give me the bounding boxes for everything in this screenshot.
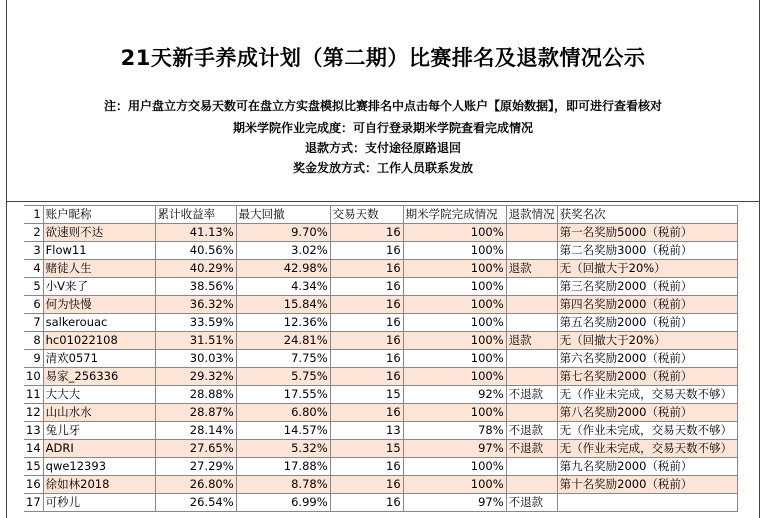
cell-return[interactable]: 41.13% — [155, 224, 236, 242]
cell-nickname[interactable]: 易家_256336 — [43, 368, 155, 386]
row-number: 13 — [24, 422, 43, 440]
note-line-2: 期米学院作业完成度：可自行登录期米学院查看完成情况 — [232, 121, 533, 135]
table-row — [24, 458, 737, 476]
cell-return[interactable]: 27.29% — [155, 458, 236, 476]
cell-days[interactable]: 16 — [330, 368, 403, 386]
cell-refund[interactable]: 不退款 — [506, 494, 557, 512]
row-number: 14 — [24, 440, 43, 458]
cell-nickname[interactable]: 欲速则不达 — [43, 224, 155, 242]
cell-nickname[interactable]: 何为快慢 — [43, 296, 155, 314]
note-line-4: 奖金发放方式：工作人员联系发放 — [292, 161, 473, 175]
cell-award[interactable]: 第二名奖励3000（税前） — [557, 242, 737, 260]
cell-refund[interactable] — [506, 224, 557, 242]
table-row — [24, 440, 737, 458]
cell-award[interactable] — [557, 494, 737, 512]
cell-days[interactable]: 16 — [330, 332, 403, 350]
cell-drawdown[interactable]: 17.55% — [236, 386, 330, 404]
cell-nickname[interactable]: 可秒儿 — [43, 494, 155, 512]
cell-completion[interactable]: 100% — [403, 242, 506, 260]
cell-days[interactable]: 15 — [330, 440, 403, 458]
row-number: 5 — [24, 278, 43, 296]
row-number: 10 — [24, 368, 43, 386]
cell-completion[interactable]: 97% — [403, 494, 506, 512]
table-row — [24, 296, 737, 314]
cell-days[interactable]: 16 — [330, 224, 403, 242]
cell-refund[interactable]: 不退款 — [506, 422, 557, 440]
row-number: 4 — [24, 260, 43, 278]
cell-drawdown[interactable]: 6.80% — [236, 404, 330, 422]
cell-drawdown[interactable]: 8.78% — [236, 476, 330, 494]
cell-nickname[interactable]: salkerouac — [43, 314, 155, 332]
table-row — [24, 368, 737, 386]
cell-nickname[interactable]: 徐如林2018 — [43, 476, 155, 494]
cell-return[interactable]: 40.56% — [155, 242, 236, 260]
cell-return[interactable]: 36.32% — [155, 296, 236, 314]
cell-return[interactable]: 29.32% — [155, 368, 236, 386]
cell-return[interactable]: 31.51% — [155, 332, 236, 350]
row-number: 2 — [24, 224, 43, 242]
row-number: 1 — [24, 206, 43, 224]
header-completion[interactable]: 期米学院完成情况 — [403, 206, 506, 224]
cell-refund[interactable] — [506, 350, 557, 368]
cell-award[interactable]: 无（回撤大于20%） — [557, 260, 737, 278]
row-number: 9 — [24, 350, 43, 368]
cell-completion[interactable]: 78% — [403, 422, 506, 440]
cell-drawdown[interactable]: 14.57% — [236, 422, 330, 440]
cell-return[interactable]: 28.14% — [155, 422, 236, 440]
table-row — [24, 476, 737, 494]
cell-drawdown[interactable]: 9.70% — [236, 224, 330, 242]
cell-nickname[interactable]: 小V来了 — [43, 278, 155, 296]
header-return[interactable]: 累计收益率 — [155, 206, 236, 224]
table-row — [24, 314, 737, 332]
cell-refund[interactable] — [506, 404, 557, 422]
cell-award[interactable]: 第一名奖励5000（税前） — [557, 224, 737, 242]
cell-completion[interactable]: 100% — [403, 332, 506, 350]
cell-completion[interactable]: 100% — [403, 350, 506, 368]
table-header-row — [24, 206, 737, 224]
table-row — [24, 278, 737, 296]
cell-return[interactable]: 28.88% — [155, 386, 236, 404]
cell-nickname[interactable]: qwe12393 — [43, 458, 155, 476]
cell-completion[interactable]: 100% — [403, 260, 506, 278]
cell-days[interactable]: 16 — [330, 494, 403, 512]
cell-award[interactable]: 无（回撤大于20%） — [557, 332, 737, 350]
cell-nickname[interactable]: 山山水水 — [43, 404, 155, 422]
cell-award[interactable]: 无（作业未完成，交易天数不够） — [557, 440, 737, 458]
row-number: 15 — [24, 458, 43, 476]
cell-days[interactable]: 16 — [330, 242, 403, 260]
cell-drawdown[interactable]: 4.34% — [236, 278, 330, 296]
cell-award[interactable]: 第五名奖励2000（税前） — [557, 314, 737, 332]
cell-return[interactable]: 33.59% — [155, 314, 236, 332]
table-row — [24, 260, 737, 278]
cell-return[interactable]: 26.80% — [155, 476, 236, 494]
cell-completion[interactable]: 92% — [403, 386, 506, 404]
cell-days[interactable]: 13 — [330, 422, 403, 440]
cell-refund[interactable] — [506, 242, 557, 260]
header-drawdown[interactable]: 最大回撤 — [236, 206, 330, 224]
row-number: 12 — [24, 404, 43, 422]
cell-refund[interactable] — [506, 278, 557, 296]
cell-award[interactable]: 第四名奖励2000（税前） — [557, 296, 737, 314]
cell-return[interactable]: 30.03% — [155, 350, 236, 368]
cell-days[interactable]: 16 — [330, 296, 403, 314]
cell-days[interactable]: 16 — [330, 476, 403, 494]
cell-completion[interactable]: 100% — [403, 296, 506, 314]
table-row — [24, 404, 737, 422]
row-number: 11 — [24, 386, 43, 404]
cell-return[interactable]: 26.54% — [155, 494, 236, 512]
cell-drawdown[interactable]: 15.84% — [236, 296, 330, 314]
cell-refund[interactable] — [506, 368, 557, 386]
cell-nickname[interactable]: 赌徒人生 — [43, 260, 155, 278]
row-number: 16 — [24, 476, 43, 494]
cell-return[interactable]: 40.29% — [155, 260, 236, 278]
header-refund[interactable]: 退款情况 — [506, 206, 557, 224]
table-row — [24, 224, 737, 242]
table-row — [24, 494, 737, 512]
cell-days[interactable]: 16 — [330, 278, 403, 296]
cell-drawdown[interactable]: 5.75% — [236, 368, 330, 386]
cell-drawdown[interactable]: 5.32% — [236, 440, 330, 458]
table-row — [24, 386, 737, 404]
cell-completion[interactable]: 100% — [403, 476, 506, 494]
cell-nickname[interactable]: 清欢0571 — [43, 350, 155, 368]
row-number: 8 — [24, 332, 43, 350]
ranking-table — [24, 205, 738, 512]
cell-drawdown[interactable]: 42.98% — [236, 260, 330, 278]
header-nickname[interactable]: 账户昵称 — [43, 206, 155, 224]
cell-drawdown[interactable]: 3.02% — [236, 242, 330, 260]
cell-drawdown[interactable]: 7.75% — [236, 350, 330, 368]
cell-completion[interactable]: 100% — [403, 404, 506, 422]
cell-refund[interactable]: 退款 — [506, 332, 557, 350]
cell-refund[interactable]: 不退款 — [506, 440, 557, 458]
table-row — [24, 422, 737, 440]
cell-nickname[interactable]: Flow11 — [43, 242, 155, 260]
cell-return[interactable]: 28.87% — [155, 404, 236, 422]
cell-days[interactable]: 15 — [330, 386, 403, 404]
cell-nickname[interactable]: 兔儿牙 — [43, 422, 155, 440]
cell-refund[interactable] — [506, 458, 557, 476]
cell-drawdown[interactable]: 24.81% — [236, 332, 330, 350]
cell-completion[interactable]: 97% — [403, 440, 506, 458]
cell-days[interactable]: 16 — [330, 404, 403, 422]
cell-completion[interactable]: 100% — [403, 458, 506, 476]
note-line-3: 退款方式：支付途径原路退回 — [304, 141, 461, 155]
cell-completion[interactable]: 100% — [403, 368, 506, 386]
table-row — [24, 332, 737, 350]
row-number: 3 — [24, 242, 43, 260]
cell-refund[interactable] — [506, 314, 557, 332]
cell-days[interactable]: 16 — [330, 260, 403, 278]
cell-completion[interactable]: 100% — [403, 278, 506, 296]
cell-drawdown[interactable]: 6.99% — [236, 494, 330, 512]
cell-award[interactable]: 无（作业未完成，交易天数不够） — [557, 386, 737, 404]
cell-award[interactable]: 第七名奖励2000（税前） — [557, 368, 737, 386]
cell-nickname[interactable]: ADRI — [43, 440, 155, 458]
cell-nickname[interactable]: 大大大 — [43, 386, 155, 404]
cell-award[interactable]: 第三名奖励2000（税前） — [557, 278, 737, 296]
row-number: 17 — [24, 494, 43, 512]
cell-refund[interactable]: 退款 — [506, 260, 557, 278]
table-row — [24, 242, 737, 260]
cell-refund[interactable] — [506, 476, 557, 494]
cell-return[interactable]: 38.56% — [155, 278, 236, 296]
note-line-1: 注：用户盘立方交易天数可在盘立方实盘模拟比赛排名中点击每个人账户【原始数据】，即可进行查看核对 — [103, 99, 662, 113]
cell-award[interactable]: 第八名奖励2000（税前） — [557, 404, 737, 422]
row-number: 7 — [24, 314, 43, 332]
cell-drawdown[interactable]: 17.88% — [236, 458, 330, 476]
cell-completion[interactable]: 100% — [403, 314, 506, 332]
cell-refund[interactable]: 不退款 — [506, 386, 557, 404]
cell-nickname[interactable]: hc01022108 — [43, 332, 155, 350]
table-row — [24, 350, 737, 368]
cell-award[interactable]: 第九名奖励2000（税前） — [557, 458, 737, 476]
cell-drawdown[interactable]: 12.36% — [236, 314, 330, 332]
header-award[interactable]: 获奖名次 — [557, 206, 737, 224]
cell-days[interactable]: 16 — [330, 458, 403, 476]
cell-days[interactable]: 16 — [330, 350, 403, 368]
cell-award[interactable]: 第十名奖励2000（税前） — [557, 476, 737, 494]
cell-award[interactable]: 无（作业未完成，交易天数不够） — [557, 422, 737, 440]
row-number: 6 — [24, 296, 43, 314]
cell-completion[interactable]: 100% — [403, 224, 506, 242]
cell-days[interactable]: 16 — [330, 314, 403, 332]
notice-header — [6, 0, 760, 202]
cell-award[interactable]: 第六名奖励2000（税前） — [557, 350, 737, 368]
cell-refund[interactable] — [506, 296, 557, 314]
header-days[interactable]: 交易天数 — [330, 206, 403, 224]
page-title: 21天新手养成计划（第二期）比赛排名及退款情况公示 — [120, 46, 646, 70]
cell-return[interactable]: 27.65% — [155, 440, 236, 458]
